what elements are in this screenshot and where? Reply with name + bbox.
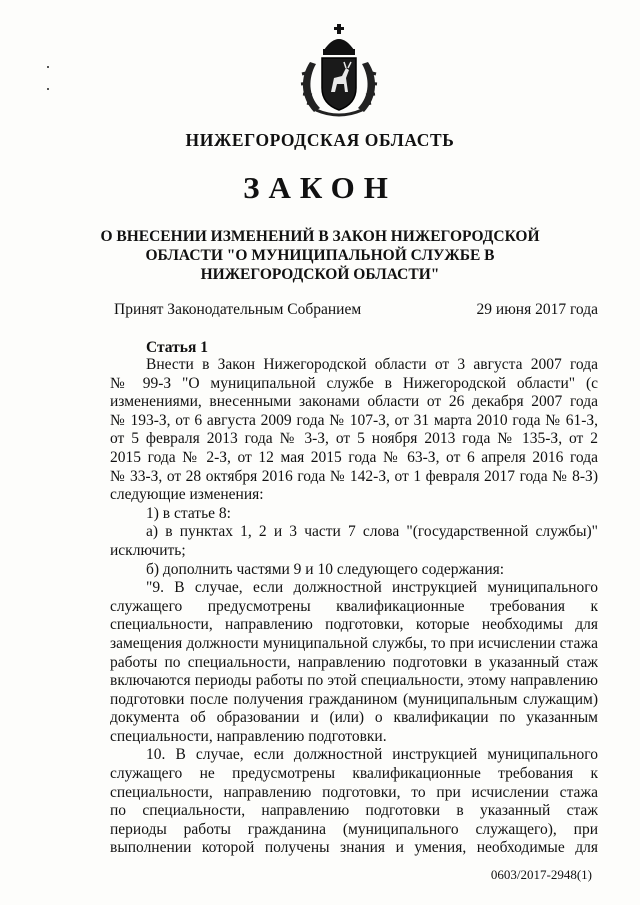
- body-line: специальности, направлению подготовки, то при исчислении стажа: [110, 783, 598, 801]
- document-type-title: ЗАКОН: [243, 170, 397, 205]
- body-line: следующие изменения:: [110, 486, 264, 504]
- body-line: № 193-З, от 6 августа 2009 года № 107-З, от 31 марта 2010 года № 61-З,: [110, 411, 598, 429]
- adopted-by: Принят Законодательным Собранием: [114, 301, 362, 318]
- body-line: специальности, направлению подготовки.: [110, 727, 387, 745]
- adoption-date: 29 июня 2017 года: [476, 301, 598, 318]
- body-line: работы по специальности, направлению подготовки в указанный стаж: [110, 653, 598, 671]
- body-line: № 33-З, от 28 октября 2016 года № 142-З, от 1 февраля 2017 года № 8-З): [110, 467, 598, 485]
- body-line: от 5 февраля 2013 года № 3-З, от 5 ноября 2013 года № 135-З, от 2: [110, 430, 598, 448]
- body-line: служащего предусмотрены квалификационные требования к: [110, 597, 598, 615]
- body-line: "9. В случае, если должностной инструкцией муниципального: [146, 579, 598, 597]
- scan-speck: [47, 88, 49, 90]
- body-line: по специальности, направлению подготовки в указанный стаж: [110, 802, 598, 820]
- region-title: НИЖЕГОРОДСКАЯ ОБЛАСТЬ: [185, 130, 455, 150]
- body-line: б) дополнить частями 9 и 10 следующего содержания:: [146, 560, 505, 578]
- subject-line: НИЖЕГОРОДСКОЙ ОБЛАСТИ": [200, 266, 440, 283]
- body-line: 1) в статье 8:: [146, 504, 231, 522]
- body-line: выполнении которой получены знания и умения, необходимые для: [110, 839, 598, 857]
- subject-line: ОБЛАСТИ "О МУНИЦИПАЛЬНОЙ СЛУЖБЕ В: [145, 247, 495, 264]
- body-line: периоды работы гражданина (муниципального служащего), при: [110, 820, 598, 838]
- body-line: включаются периоды работы по этой специальности, этому направлению: [110, 672, 598, 690]
- body-line: Внести в Закон Нижегородской области от 3 августа 2007 года: [146, 356, 598, 373]
- body-line: изменениями, внесенными законами области от 26 декабря 2007 года: [110, 393, 598, 411]
- body-line: № 99-З "О муниципальной службе в Нижегородской области" (с: [110, 374, 598, 392]
- body-line: исключить;: [110, 541, 186, 559]
- body-line: а) в пунктах 1, 2 и 3 части 7 слова "(государственной службы)": [146, 523, 598, 541]
- body-line: 2015 года № 2-З, от 12 мая 2015 года № 63-З, от 6 апреля 2016 года: [110, 448, 598, 466]
- body-line: 10. В случае, если должностной инструкцией муниципального: [146, 746, 598, 764]
- subject-line: О ВНЕСЕНИИ ИЗМЕНЕНИЙ В ЗАКОН НИЖЕГОРОДСКОЙ: [100, 228, 540, 245]
- article-body: [110, 356, 598, 858]
- scan-speck: [47, 66, 49, 68]
- article-title: Статья 1: [146, 339, 208, 356]
- body-line: замещения должности муниципальной службы, то при исчислении стажа: [110, 634, 598, 652]
- body-line: подготовки после получения гражданином (муниципальным служащим): [110, 690, 598, 708]
- law-subject: [0, 227, 640, 284]
- body-line: специальности, направлению подготовки, которые необходимы для: [110, 616, 598, 634]
- body-line: служащего не предусмотрены квалификационные требования к: [110, 765, 598, 783]
- coat-of-arms-emblem: [296, 22, 382, 120]
- document-number: 0603/2017-2948(1): [490, 867, 592, 882]
- body-line: документа об образовании и (или) о квалификации по указанным: [110, 709, 598, 727]
